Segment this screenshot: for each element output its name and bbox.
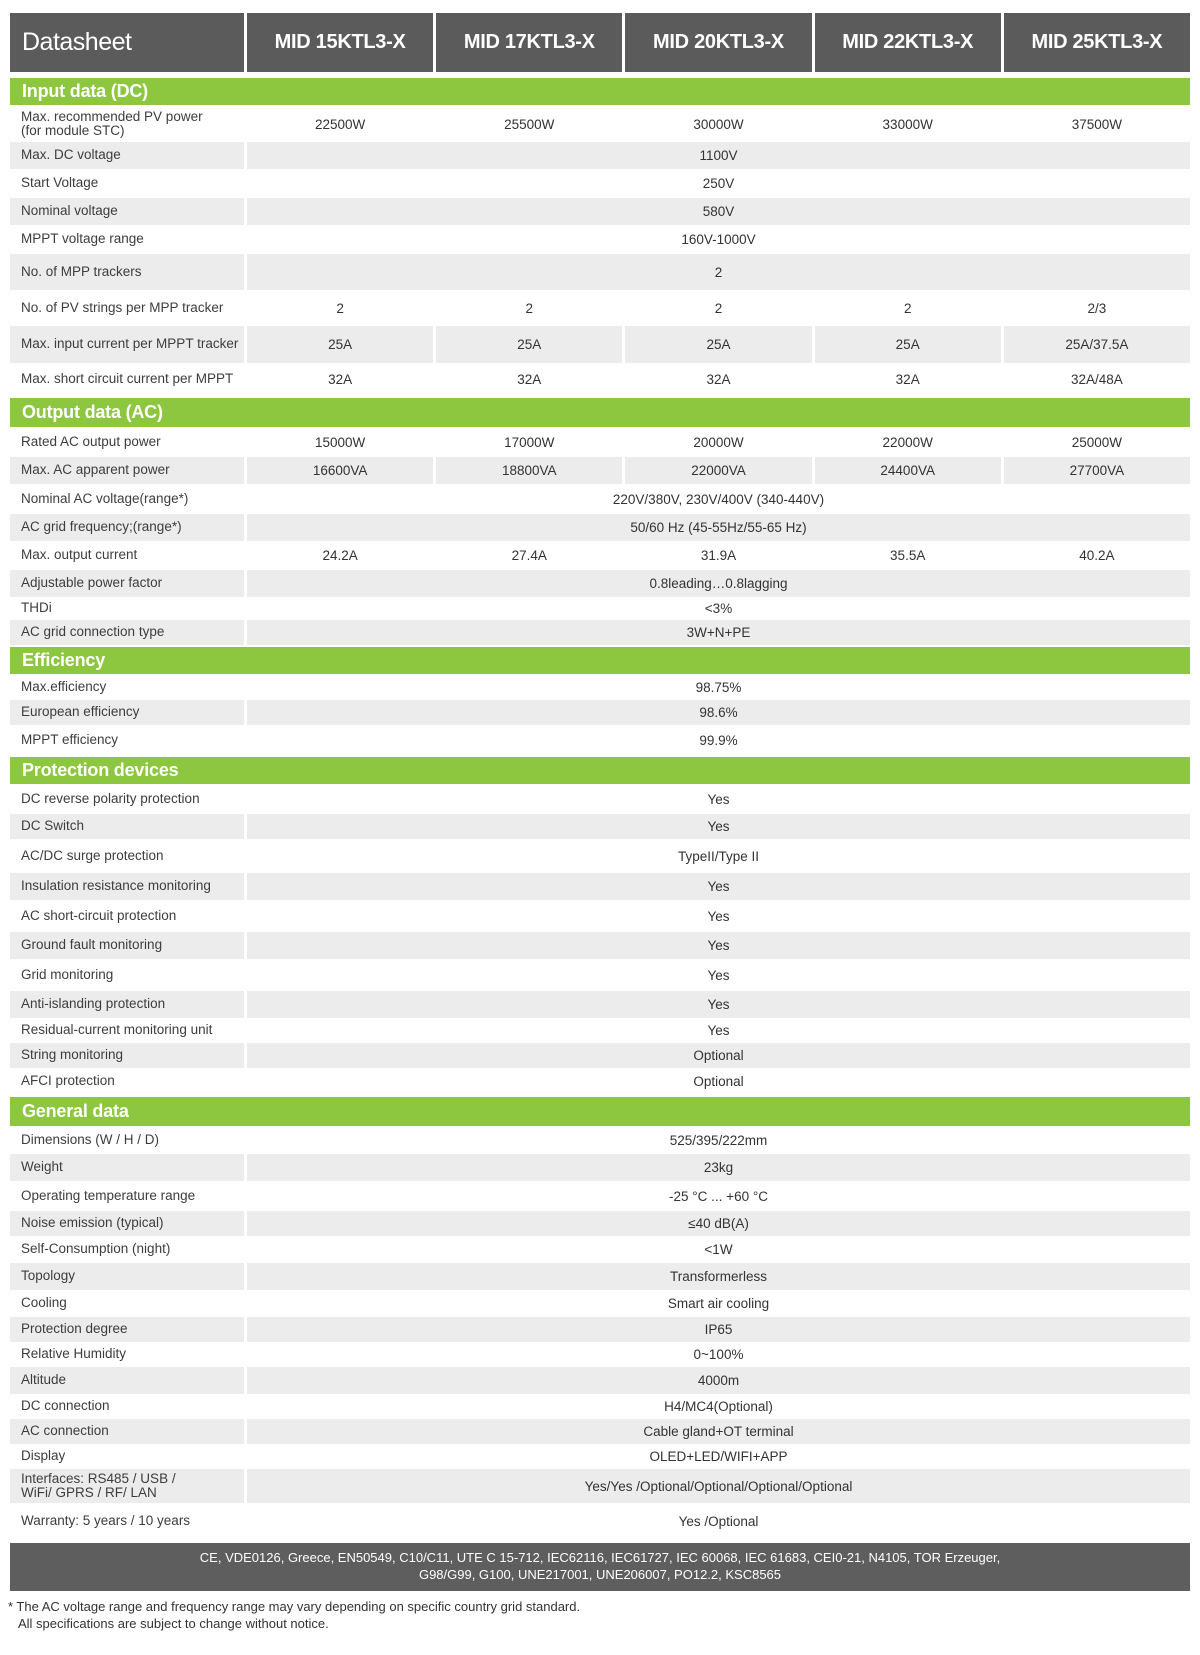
spec-label: Noise emission (typical) xyxy=(10,1211,244,1236)
section-title: Output data (AC) xyxy=(10,398,1190,427)
datasheet-title: Datasheet xyxy=(10,13,244,72)
spec-value-all-models: Yes xyxy=(247,991,1190,1018)
spec-value-mid-17ktl3-x: 25A xyxy=(436,326,622,363)
spec-label: Ground fault monitoring xyxy=(10,932,244,959)
spec-label: Anti-islanding protection xyxy=(10,991,244,1018)
spec-row-grid-monitoring xyxy=(10,959,1190,991)
model-header-mid-15ktl3-x: MID 15KTL3-X xyxy=(247,13,433,72)
spec-row-thdi xyxy=(10,597,1190,620)
spec-value-all-models: TypeII/Type II xyxy=(677,848,760,864)
spec-value-all-models: Transformerless xyxy=(247,1263,1190,1290)
spec-row-display xyxy=(10,1444,1190,1469)
spec-value-all-models: 220V/380V, 230V/400V (340-440V) xyxy=(612,491,825,507)
spec-row-ac-grid-frequency-range xyxy=(10,514,1190,541)
spec-row-mppt-efficiency xyxy=(10,725,1190,755)
spec-row-dc-connection xyxy=(10,1394,1190,1419)
spec-value-mid-25ktl3-x: 27700VA xyxy=(1004,457,1190,484)
spec-label: AC grid connection type xyxy=(10,620,244,645)
certifications-line: G98/G99, G100, UNE217001, UNE206007, PO12.2, KSC8565 xyxy=(418,1567,782,1582)
spec-row-self-consumption-night xyxy=(10,1236,1190,1263)
spec-row-insulation-resistance-monitoring xyxy=(10,873,1190,900)
spec-row-anti-islanding-protection xyxy=(10,991,1190,1018)
spec-label: Residual-current monitoring unit xyxy=(21,1022,213,1038)
spec-row-start-voltage xyxy=(10,169,1190,198)
spec-row-dc-switch xyxy=(10,814,1190,839)
spec-label: Nominal voltage xyxy=(10,198,244,225)
spec-label: Dimensions (W / H / D) xyxy=(21,1132,160,1148)
spec-row-interfaces-rs485-usb-wifi-gprs-rf-lan xyxy=(10,1469,1190,1503)
spec-value-all-models: <3% xyxy=(704,601,733,616)
spec-row-residual-current-monitoring-unit xyxy=(10,1018,1190,1043)
spec-row-ac-grid-connection-type xyxy=(10,620,1190,645)
spec-value-mid-22ktl3-x: 33000W xyxy=(882,116,933,132)
spec-row-dc-reverse-polarity-protection xyxy=(10,785,1190,814)
spec-value-mid-15ktl3-x: 15000W xyxy=(314,435,366,450)
spec-value-all-models: IP65 xyxy=(247,1317,1190,1342)
spec-label: Max. AC apparent power xyxy=(10,457,244,484)
spec-value-all-models: Smart air cooling xyxy=(667,1296,770,1311)
spec-label: AFCI protection xyxy=(21,1073,115,1089)
spec-value-mid-20ktl3-x: 31.9A xyxy=(700,548,737,563)
spec-row-cooling xyxy=(10,1290,1190,1317)
spec-label: Cooling xyxy=(21,1295,67,1311)
spec-label: AC connection xyxy=(10,1419,244,1444)
spec-value-mid-17ktl3-x: 18800VA xyxy=(436,457,622,484)
spec-label: Max. DC voltage xyxy=(10,142,244,169)
footnote xyxy=(8,1599,1190,1633)
spec-value-mid-25ktl3-x: 37500W xyxy=(1071,116,1123,132)
spec-value-mid-15ktl3-x: 32A xyxy=(328,372,353,387)
spec-value-all-models: 98.75% xyxy=(695,680,742,695)
spec-label: Adjustable power factor xyxy=(10,570,244,597)
spec-value-all-models: Yes /Optional xyxy=(678,1513,759,1529)
spec-row-dimensions-w-h-d xyxy=(10,1127,1190,1154)
spec-value-mid-17ktl3-x: 2 xyxy=(525,300,534,316)
model-header-mid-17ktl3-x: MID 17KTL3-X xyxy=(436,13,622,72)
spec-row-operating-temperature-range xyxy=(10,1181,1190,1211)
spec-label: Max. recommended PV power (for module STC) xyxy=(21,108,203,138)
spec-value-mid-22ktl3-x: 25A xyxy=(815,326,1001,363)
spec-row-noise-emission-typical xyxy=(10,1211,1190,1236)
spec-value-all-models: 50/60 Hz (45-55Hz/55-65 Hz) xyxy=(247,514,1190,541)
spec-value-mid-15ktl3-x: 24.2A xyxy=(322,548,358,563)
spec-value-mid-17ktl3-x: 32A xyxy=(517,372,542,387)
spec-value-all-models: 23kg xyxy=(247,1154,1190,1181)
section-output-data-ac xyxy=(10,398,1190,645)
spec-label: Max. output current xyxy=(21,547,138,563)
model-header-mid-22ktl3-x: MID 22KTL3-X xyxy=(815,13,1001,72)
spec-row-rated-ac-output-power xyxy=(10,428,1190,457)
spec-row-adjustable-power-factor xyxy=(10,570,1190,597)
spec-row-ac-dc-surge-protection xyxy=(10,839,1190,873)
certifications-line: CE, VDE0126, Greece, EN50549, C10/C11, UTE C 15-712, IEC62116, IEC61727, IEC 60068, IEC 61683, CEI0-21, N4105, TOR Erzeuger, xyxy=(199,1550,1001,1566)
spec-row-mppt-voltage-range xyxy=(10,225,1190,254)
spec-label: Grid monitoring xyxy=(21,966,114,982)
spec-value-all-models: 250V xyxy=(702,176,735,191)
spec-label: Rated AC output power xyxy=(21,434,161,450)
spec-value-mid-15ktl3-x: 25A xyxy=(247,326,433,363)
spec-value-all-models: 160V-1000V xyxy=(681,232,756,247)
spec-label: Interfaces: RS485 / USB / WiFi/ GPRS / RF/ LAN xyxy=(10,1469,244,1503)
spec-label: Weight xyxy=(10,1154,244,1181)
spec-sections xyxy=(10,78,1190,1539)
spec-value-all-models: -25 °C ... +60 °C xyxy=(669,1188,768,1204)
spec-value-mid-22ktl3-x: 22000W xyxy=(882,435,933,450)
spec-row-ac-short-circuit-protection xyxy=(10,900,1190,932)
spec-label: Max. input current per MPPT tracker xyxy=(10,326,244,363)
section-title: Input data (DC) xyxy=(10,78,1190,105)
section-title: Efficiency xyxy=(10,647,1190,674)
spec-value-all-models: 3W+N+PE xyxy=(247,620,1190,645)
spec-label: Start Voltage xyxy=(21,175,99,191)
spec-row-relative-humidity xyxy=(10,1342,1190,1367)
spec-value-mid-20ktl3-x: 20000W xyxy=(693,435,744,450)
spec-label: Self-Consumption (night) xyxy=(21,1241,171,1257)
spec-row-weight xyxy=(10,1154,1190,1181)
spec-value-mid-20ktl3-x: 30000W xyxy=(693,116,744,132)
spec-value-all-models: Yes xyxy=(247,932,1190,959)
spec-value-all-models: <1W xyxy=(704,1242,733,1257)
spec-value-all-models: H4/MC4(Optional) xyxy=(664,1399,773,1414)
spec-label: Display xyxy=(21,1448,66,1464)
footnote-line: All specifications are subject to change without notice. xyxy=(18,1615,329,1631)
spec-row-no-of-mpp-trackers xyxy=(10,254,1190,290)
spec-value-mid-17ktl3-x: 27.4A xyxy=(511,548,547,563)
section-protection-devices xyxy=(10,757,1190,1095)
spec-row-european-efficiency xyxy=(10,700,1190,725)
spec-value-all-models: Yes xyxy=(247,873,1190,900)
spec-value-mid-17ktl3-x: 25500W xyxy=(504,116,555,132)
spec-value-mid-22ktl3-x: 24400VA xyxy=(815,457,1001,484)
spec-row-max-output-current xyxy=(10,541,1190,570)
spec-label: DC connection xyxy=(21,1398,110,1414)
spec-value-mid-25ktl3-x: 25A/37.5A xyxy=(1004,326,1190,363)
spec-row-nominal-ac-voltage-range xyxy=(10,484,1190,514)
section-input-data-dc xyxy=(10,78,1190,396)
spec-value-all-models: 99.9% xyxy=(699,732,738,748)
spec-value-all-models: 0.8leading…0.8lagging xyxy=(247,570,1190,597)
spec-value-mid-25ktl3-x: 40.2A xyxy=(1079,548,1115,563)
spec-value-all-models: Yes xyxy=(247,814,1190,839)
spec-label: Max. short circuit current per MPPT xyxy=(21,371,234,387)
spec-row-max-dc-voltage xyxy=(10,142,1190,169)
spec-label: Nominal AC voltage(range*) xyxy=(21,490,189,506)
spec-value-all-models: 1100V xyxy=(247,142,1190,169)
spec-label: THDi xyxy=(21,600,52,616)
spec-row-altitude xyxy=(10,1367,1190,1394)
spec-label: Topology xyxy=(10,1263,244,1290)
header-row xyxy=(10,13,1190,72)
spec-row-ground-fault-monitoring xyxy=(10,932,1190,959)
spec-row-protection-degree xyxy=(10,1317,1190,1342)
spec-value-mid-20ktl3-x: 22000VA xyxy=(625,457,811,484)
spec-row-max-efficiency xyxy=(10,675,1190,700)
spec-label: DC Switch xyxy=(10,814,244,839)
spec-label: DC reverse polarity protection xyxy=(21,791,200,807)
spec-row-max-short-circuit-current-per-mppt xyxy=(10,363,1190,396)
spec-label: No. of PV strings per MPP tracker xyxy=(21,299,224,315)
spec-row-no-of-pv-strings-per-mpp-tracker xyxy=(10,290,1190,326)
section-general-data xyxy=(10,1097,1190,1539)
certifications-band xyxy=(10,1543,1190,1591)
spec-label: Relative Humidity xyxy=(21,1346,127,1362)
spec-row-nominal-voltage xyxy=(10,198,1190,225)
spec-value-all-models: 580V xyxy=(247,198,1190,225)
spec-row-max-recommended-pv-power-for-module-stc xyxy=(10,106,1190,142)
spec-value-mid-22ktl3-x: 35.5A xyxy=(890,548,926,563)
spec-value-all-models: Optional xyxy=(693,1074,744,1089)
spec-label: MPPT efficiency xyxy=(21,731,119,747)
spec-value-mid-15ktl3-x: 2 xyxy=(336,300,344,316)
spec-value-all-models: 525/395/222mm xyxy=(669,1133,768,1148)
spec-value-all-models: Yes xyxy=(707,908,730,924)
spec-label: String monitoring xyxy=(10,1043,244,1068)
spec-value-mid-25ktl3-x: 32A/48A xyxy=(1070,372,1123,387)
spec-value-mid-25ktl3-x: 2/3 xyxy=(1087,300,1107,316)
spec-row-max-input-current-per-mppt-tracker xyxy=(10,326,1190,363)
section-title: Protection devices xyxy=(10,757,1190,784)
spec-value-all-models: Optional xyxy=(247,1043,1190,1068)
spec-row-ac-connection xyxy=(10,1419,1190,1444)
spec-label: MPPT voltage range xyxy=(21,231,144,247)
spec-label: Warranty: 5 years / 10 years xyxy=(21,1512,191,1528)
spec-value-all-models: ≤40 dB(A) xyxy=(247,1211,1190,1236)
spec-value-mid-25ktl3-x: 25000W xyxy=(1071,435,1123,450)
spec-value-mid-20ktl3-x: 25A xyxy=(625,326,811,363)
spec-value-all-models: Yes xyxy=(707,967,730,983)
spec-row-warranty-5-years-10-years xyxy=(10,1503,1190,1539)
datasheet-table xyxy=(10,13,1190,1633)
spec-label: Operating temperature range xyxy=(21,1187,196,1203)
spec-value-all-models: 0~100% xyxy=(693,1347,744,1362)
spec-value-all-models: 98.6% xyxy=(247,700,1190,725)
model-header-mid-20ktl3-x: MID 20KTL3-X xyxy=(625,13,811,72)
spec-value-all-models: Yes/Yes /Optional/Optional/Optional/Optional xyxy=(247,1469,1190,1503)
spec-value-all-models: 4000m xyxy=(247,1367,1190,1394)
section-title: General data xyxy=(10,1097,1190,1126)
spec-value-mid-15ktl3-x: 22500W xyxy=(314,116,366,132)
spec-value-mid-22ktl3-x: 32A xyxy=(895,372,920,387)
spec-value-mid-22ktl3-x: 2 xyxy=(903,300,912,316)
spec-row-max-ac-apparent-power xyxy=(10,457,1190,484)
spec-label: Max.efficiency xyxy=(21,679,107,695)
spec-value-mid-20ktl3-x: 32A xyxy=(706,372,731,387)
spec-value-mid-15ktl3-x: 16600VA xyxy=(247,457,433,484)
spec-value-mid-17ktl3-x: 17000W xyxy=(504,435,555,450)
spec-label: Insulation resistance monitoring xyxy=(10,873,244,900)
spec-value-all-models: Yes xyxy=(707,1023,730,1038)
spec-value-all-models: Yes xyxy=(707,792,730,807)
footnote-line: * The AC voltage range and frequency range may vary depending on specific country grid standard. xyxy=(8,1599,581,1614)
spec-value-all-models: OLED+LED/WIFI+APP xyxy=(649,1449,788,1464)
spec-label: AC/DC surge protection xyxy=(21,847,164,863)
model-header-mid-25ktl3-x: MID 25KTL3-X xyxy=(1004,13,1190,72)
spec-label: Altitude xyxy=(10,1367,244,1394)
spec-label: AC grid frequency;(range*) xyxy=(10,514,244,541)
spec-value-all-models: Cable gland+OT terminal xyxy=(247,1419,1190,1444)
spec-row-string-monitoring xyxy=(10,1043,1190,1068)
spec-row-afci-protection xyxy=(10,1068,1190,1095)
section-efficiency xyxy=(10,647,1190,755)
spec-value-mid-20ktl3-x: 2 xyxy=(714,300,723,316)
spec-value-all-models: 2 xyxy=(247,254,1190,290)
spec-label: No. of MPP trackers xyxy=(10,254,244,290)
spec-label: AC short-circuit protection xyxy=(21,907,177,923)
spec-label: Protection degree xyxy=(10,1317,244,1342)
spec-label: European efficiency xyxy=(10,700,244,725)
spec-row-topology xyxy=(10,1263,1190,1290)
